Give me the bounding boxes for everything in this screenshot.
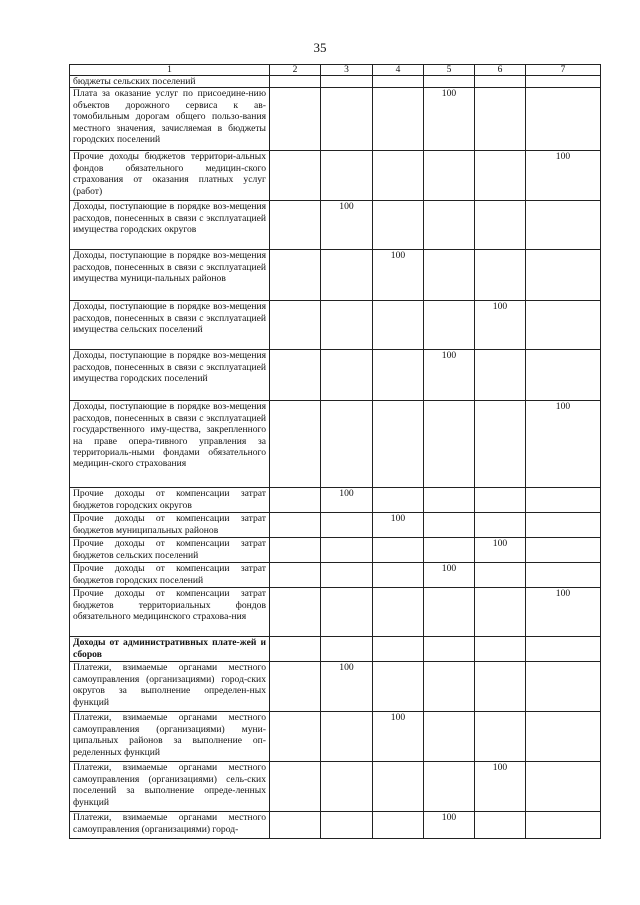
column-header: 2	[270, 65, 321, 76]
table-row	[70, 151, 601, 201]
column-header: 7	[526, 65, 601, 76]
row-description: Доходы, поступающие в порядке воз-мещения расходов, понесенных в связи с эксплуатацией имущества муници-пальных районов	[70, 250, 270, 301]
page-number: 35	[313, 40, 327, 55]
row-description: Доходы, поступающие в порядке воз-мещения расходов, понесенных в связи с эксплуатацией имущества городских округов	[70, 201, 270, 250]
share-cell-col-3	[321, 712, 373, 762]
share-cell-col-3	[321, 563, 373, 588]
share-cell-col-4	[373, 350, 424, 401]
column-header: 5	[424, 65, 475, 76]
share-cell-col-4	[373, 401, 424, 488]
share-cell-col-2	[270, 812, 321, 839]
share-cell-col-4	[373, 812, 424, 839]
share-cell-col-4	[373, 762, 424, 812]
share-cell-col-5	[424, 250, 475, 301]
share-cell-col-4	[373, 88, 424, 151]
share-cell-col-3	[321, 538, 373, 563]
share-cell-col-2	[270, 588, 321, 637]
share-cell-col-6	[475, 662, 526, 712]
share-cell-col-3	[321, 151, 373, 201]
row-description: Прочие доходы бюджетов территори-альных фондов обязательного медицин-ского страхования от оказания платных услуг (работ)	[70, 151, 270, 201]
share-cell-col-2	[270, 538, 321, 563]
row-description: Доходы, поступающие в порядке воз-мещения расходов, понесенных в связи с эксплуатацией государственного иму-щества, закрепленного на праве опера-тивного управления за территориаль-ными фондами обязательного медицин-ского страхования	[70, 401, 270, 488]
share-cell-col-6	[475, 151, 526, 201]
share-cell-col-5: 100	[424, 812, 475, 839]
row-description: Прочие доходы от компенсации затрат бюджетов муниципальных районов	[70, 513, 270, 538]
column-header: 4	[373, 65, 424, 76]
share-cell-col-6	[475, 637, 526, 662]
share-cell-col-2	[270, 301, 321, 350]
share-cell-col-3	[321, 588, 373, 637]
share-cell-col-7: 100	[526, 588, 601, 637]
share-cell-col-3	[321, 76, 373, 88]
share-cell-col-3: 100	[321, 662, 373, 712]
share-cell-col-7: 100	[526, 401, 601, 488]
share-cell-col-4	[373, 637, 424, 662]
share-cell-col-6	[475, 588, 526, 637]
share-cell-col-4	[373, 76, 424, 88]
table-row	[70, 301, 601, 350]
share-cell-col-3: 100	[321, 488, 373, 513]
table-row	[70, 250, 601, 301]
share-cell-col-3	[321, 513, 373, 538]
share-cell-col-3	[321, 301, 373, 350]
share-cell-col-4: 100	[373, 712, 424, 762]
share-cell-col-7	[526, 488, 601, 513]
table-body	[70, 76, 601, 839]
share-cell-col-3	[321, 350, 373, 401]
share-cell-col-7	[526, 637, 601, 662]
share-cell-col-2	[270, 201, 321, 250]
share-cell-col-5	[424, 637, 475, 662]
share-cell-col-6	[475, 76, 526, 88]
share-cell-col-6	[475, 88, 526, 151]
share-cell-col-7	[526, 88, 601, 151]
share-cell-col-7	[526, 201, 601, 250]
row-description: Прочие доходы от компенсации затрат бюджетов сельских поселений	[70, 538, 270, 563]
row-description: Доходы, поступающие в порядке воз-мещения расходов, понесенных в связи с эксплуатацией имущества городских поселений	[70, 350, 270, 401]
share-cell-col-5	[424, 588, 475, 637]
share-cell-col-7	[526, 350, 601, 401]
share-cell-col-5	[424, 538, 475, 563]
share-cell-col-6	[475, 488, 526, 513]
share-cell-col-5	[424, 762, 475, 812]
table-row	[70, 563, 601, 588]
row-description: Платежи, взимаемые органами местного самоуправления (организациями) город-	[70, 812, 270, 839]
share-cell-col-5: 100	[424, 563, 475, 588]
share-cell-col-7: 100	[526, 151, 601, 201]
table-row	[70, 812, 601, 839]
share-cell-col-7	[526, 563, 601, 588]
share-cell-col-6: 100	[475, 301, 526, 350]
share-cell-col-5: 100	[424, 350, 475, 401]
share-cell-col-3	[321, 250, 373, 301]
share-cell-col-3	[321, 812, 373, 839]
table-row	[70, 88, 601, 151]
share-cell-col-4	[373, 563, 424, 588]
share-cell-col-3	[321, 637, 373, 662]
row-description: Прочие доходы от компенсации затрат бюджетов городских поселений	[70, 563, 270, 588]
share-cell-col-5	[424, 301, 475, 350]
share-cell-col-2	[270, 88, 321, 151]
share-cell-col-2	[270, 350, 321, 401]
income-distribution-table	[69, 64, 601, 839]
row-description: Прочие доходы от компенсации затрат бюджетов территориальных фондов обязательного медицинского страхова-ния	[70, 588, 270, 637]
share-cell-col-3: 100	[321, 201, 373, 250]
share-cell-col-7	[526, 538, 601, 563]
table-row	[70, 488, 601, 513]
share-cell-col-7	[526, 513, 601, 538]
row-description: бюджеты сельских поселений	[70, 76, 270, 88]
share-cell-col-5	[424, 513, 475, 538]
share-cell-col-6	[475, 563, 526, 588]
column-header: 3	[321, 65, 373, 76]
share-cell-col-6	[475, 513, 526, 538]
share-cell-col-5	[424, 401, 475, 488]
table-row	[70, 637, 601, 662]
table-row	[70, 762, 601, 812]
table-row	[70, 350, 601, 401]
share-cell-col-2	[270, 76, 321, 88]
share-cell-col-4	[373, 151, 424, 201]
share-cell-col-3	[321, 88, 373, 151]
share-cell-col-6	[475, 250, 526, 301]
share-cell-col-2	[270, 513, 321, 538]
share-cell-col-6	[475, 350, 526, 401]
share-cell-col-2	[270, 637, 321, 662]
share-cell-col-5: 100	[424, 88, 475, 151]
share-cell-col-2	[270, 488, 321, 513]
share-cell-col-6	[475, 712, 526, 762]
share-cell-col-7	[526, 301, 601, 350]
row-description: Прочие доходы от компенсации затрат бюджетов городских округов	[70, 488, 270, 513]
share-cell-col-6	[475, 401, 526, 488]
share-cell-col-4: 100	[373, 513, 424, 538]
share-cell-col-2	[270, 151, 321, 201]
share-cell-col-7	[526, 812, 601, 839]
table-row	[70, 513, 601, 538]
share-cell-col-3	[321, 762, 373, 812]
share-cell-col-7	[526, 762, 601, 812]
share-cell-col-6	[475, 201, 526, 250]
share-cell-col-4	[373, 588, 424, 637]
share-cell-col-2	[270, 662, 321, 712]
share-cell-col-2	[270, 563, 321, 588]
share-cell-col-2	[270, 762, 321, 812]
table-row	[70, 401, 601, 488]
share-cell-col-4	[373, 662, 424, 712]
share-cell-col-6: 100	[475, 762, 526, 812]
row-description: Платежи, взимаемые органами местного самоуправления (организациями) муни-ципальных районов за выполнение оп-ределенных функций	[70, 712, 270, 762]
share-cell-col-6	[475, 812, 526, 839]
share-cell-col-7	[526, 712, 601, 762]
share-cell-col-7	[526, 662, 601, 712]
share-cell-col-2	[270, 401, 321, 488]
table-row	[70, 712, 601, 762]
share-cell-col-5	[424, 488, 475, 513]
share-cell-col-4	[373, 201, 424, 250]
row-description: Платежи, взимаемые органами местного самоуправления (организациями) сель-ских поселений за выполнение опреде-ленных функций	[70, 762, 270, 812]
table-row	[70, 538, 601, 563]
share-cell-col-2	[270, 712, 321, 762]
share-cell-col-5	[424, 151, 475, 201]
share-cell-col-5	[424, 712, 475, 762]
share-cell-col-4	[373, 538, 424, 563]
share-cell-col-5	[424, 76, 475, 88]
share-cell-col-2	[270, 250, 321, 301]
table-row	[70, 76, 601, 88]
share-cell-col-4: 100	[373, 250, 424, 301]
row-description: Платежи, взимаемые органами местного самоуправления (организациями) город-ских округов за выполнение определен-ных функций	[70, 662, 270, 712]
table-row	[70, 201, 601, 250]
share-cell-col-4	[373, 488, 424, 513]
column-header: 1	[70, 65, 270, 76]
table-row	[70, 588, 601, 637]
row-description: Доходы, поступающие в порядке воз-мещения расходов, понесенных в связи с эксплуатацией имущества сельских поселений	[70, 301, 270, 350]
share-cell-col-5	[424, 201, 475, 250]
share-cell-col-4	[373, 301, 424, 350]
share-cell-col-7	[526, 76, 601, 88]
column-header: 6	[475, 65, 526, 76]
table-row	[70, 662, 601, 712]
share-cell-col-3	[321, 401, 373, 488]
table-header-row	[70, 65, 601, 76]
share-cell-col-7	[526, 250, 601, 301]
share-cell-col-6: 100	[475, 538, 526, 563]
row-description: Доходы от административных плате-жей и сборов	[70, 637, 270, 662]
row-description: Плата за оказание услуг по присоедине-нию объектов дорожного сервиса к ав-томобильным дорогам общего пользо-вания местного значения, зачисляемая в бюджеты городских поселений	[70, 88, 270, 151]
share-cell-col-5	[424, 662, 475, 712]
